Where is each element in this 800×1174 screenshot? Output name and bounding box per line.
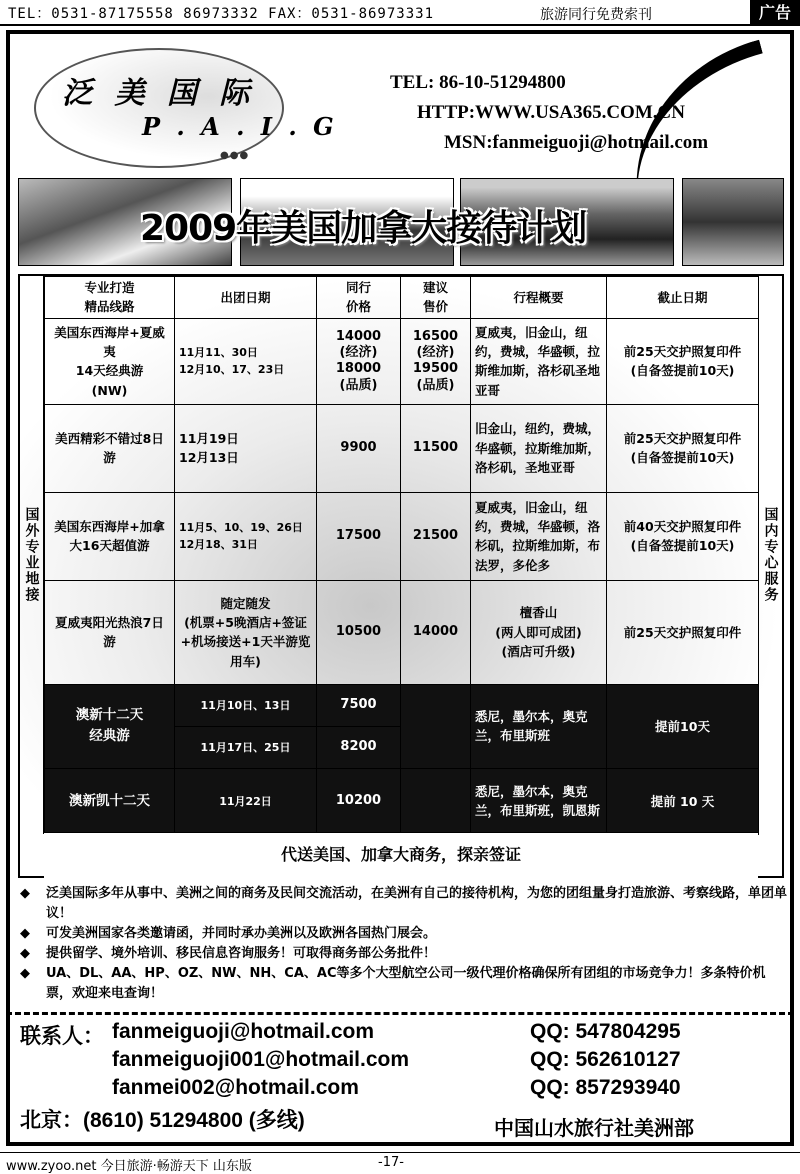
deadline-cell: 前40天交护照复印件 (自备签提前10天): [607, 492, 759, 580]
route-cell: 澳新凯十二天: [45, 768, 175, 834]
side-label-left: 国外专业地接: [20, 276, 44, 834]
retail-price-cell: 11500: [401, 404, 471, 492]
tour-table-wrap: [18, 274, 784, 878]
bullet-item: ◆ 可发美洲国家各类邀请函，并同时承办美洲以及欧洲各国热门展会。: [18, 924, 788, 944]
table-row-dark: [45, 684, 759, 726]
col-header-dates: 出团日期: [175, 277, 317, 319]
qq-number: QQ: 562610127: [530, 1048, 681, 1071]
side-label-right: 国内专心服务: [758, 276, 782, 834]
dates-cell: 11月19日 12月13日: [175, 404, 317, 492]
table-row-dark: [45, 768, 759, 834]
top-tel-fax: TEL：0531-87175558 86973332 FAX：0531-86973331: [8, 6, 435, 22]
email-link[interactable]: fanmeiguoji001@hotmail.com: [112, 1048, 410, 1071]
logo-dots-icon: ●●●: [220, 150, 250, 161]
deadline-cell: 前25天交护照复印件 (自备签提前10天): [607, 404, 759, 492]
retail-price-cell: [401, 684, 471, 768]
logo-en: P . A . I . G: [142, 112, 338, 141]
bullet-item: ◆ UA、DL、AA、HP、OZ、NW、NH、CA、AC等多个大型航空公司一级代理价格确保所有团组的市场竞争力！多条特价机票，欢迎来电查询！: [18, 964, 788, 1004]
itinerary-cell: 旧金山，纽约，费城，华盛顿，拉斯维加斯，洛杉矶，圣地亚哥: [471, 404, 607, 492]
dates-cell: 11月5、10、19、26日 12月18、31日: [175, 492, 317, 580]
qq-number: QQ: 547804295: [530, 1020, 681, 1043]
peer-price-cell: 10500: [317, 580, 401, 684]
header-tel: TEL: 86-10-51294800: [390, 72, 566, 93]
peer-price-cell: 10200: [317, 768, 401, 834]
table-row: [45, 404, 759, 492]
email-link[interactable]: fanmeiguoji@hotmail.com: [112, 1020, 374, 1043]
col-header-route: 专业打造 精品线路: [45, 277, 175, 319]
itinerary-cell: 夏威夷，旧金山，纽约，费城，华盛顿，拉斯维加斯，洛杉矶圣地亚哥: [471, 318, 607, 404]
header: [12, 38, 788, 168]
itinerary-cell: 悉尼，墨尔本，奥克兰，布里斯班: [471, 684, 607, 768]
bottom-bar: [0, 1152, 800, 1172]
peer-price-cell: 8200: [317, 726, 401, 768]
col-header-peer: 同行 价格: [317, 277, 401, 319]
dashed-divider: [6, 1012, 794, 1015]
peer-price-cell: 14000 (经济) 18000 (品质): [317, 318, 401, 404]
dates-cell: 11月11、30日 12月10、17、23日: [175, 318, 317, 404]
route-cell: 夏威夷阳光热浪7日游: [45, 580, 175, 684]
peer-price-cell: 9900: [317, 404, 401, 492]
ad-badge: 广告: [750, 0, 800, 26]
visa-service-line: 代送美国、加拿大商务，探亲签证: [44, 832, 758, 878]
site-label: www.zyoo.net 今日旅游·畅游天下 山东版: [6, 1159, 252, 1174]
deadline-cell: 前25天交护照复印件 (自备签提前10天): [607, 318, 759, 404]
route-cell: 美国东西海岸+夏威夷 14天经典游 (NW): [45, 318, 175, 404]
peer-price-cell: 7500: [317, 684, 401, 726]
publication-label: 旅游同行免费索刊: [540, 7, 652, 23]
col-header-deadline: 截止日期: [607, 277, 759, 319]
route-cell: 美西精彩不错过8日游: [45, 404, 175, 492]
dates-cell: 11月10日、13日: [175, 684, 317, 726]
logo-cn: 泛 美 国 际: [62, 76, 256, 111]
col-header-itinerary: 行程概要: [471, 277, 607, 319]
contact-label: 联系人：: [20, 1025, 104, 1048]
retail-price-cell: 14000: [401, 580, 471, 684]
qq-number: QQ: 857293940: [530, 1076, 681, 1099]
dates-cell: 11月22日: [175, 768, 317, 834]
itinerary-cell: 悉尼，墨尔本，奥克兰，布里斯班，凯恩斯: [471, 768, 607, 834]
beijing-phone: 北京：(8610) 51294800 (多线): [20, 1109, 305, 1132]
header-msn[interactable]: MSN:fanmeiguoji@hotmail.com: [444, 132, 709, 153]
dates-cell: 随定随发 (机票+5晚酒店+签证+机场接送+1天半游览用车): [175, 580, 317, 684]
email-link[interactable]: fanmei002@hotmail.com: [112, 1076, 359, 1099]
bullet-item: ◆ 泛美国际多年从事中、美洲之间的商务及民间交流活动，在美洲有自己的接待机构，为您的团组量身打造旅游、考察线路，单团单议！: [18, 884, 788, 924]
table-row: [45, 492, 759, 580]
peer-price-cell: 17500: [317, 492, 401, 580]
col-header-retail: 建议 售价: [401, 277, 471, 319]
tour-table: [44, 276, 759, 835]
table-row: [45, 580, 759, 684]
retail-price-cell: [401, 768, 471, 834]
photo-monument: [682, 178, 784, 266]
dates-cell: 11月17日、25日: [175, 726, 317, 768]
itinerary-cell: 夏威夷，旧金山，纽约，费城，华盛顿，洛杉矶，拉斯维加斯，布法罗，多伦多: [471, 492, 607, 580]
table-header-row: [45, 277, 759, 319]
retail-price-cell: 21500: [401, 492, 471, 580]
deadline-cell: 提前10天: [607, 684, 759, 768]
service-bullets: [18, 884, 788, 1004]
header-http[interactable]: HTTP:WWW.USA365.COM.CN: [417, 102, 685, 123]
bullet-item: ◆ 提供留学、境外培训、移民信息咨询服务！可取得商务部公务批件！: [18, 944, 788, 964]
retail-price-cell: 16500 (经济) 19500 (品质): [401, 318, 471, 404]
company-name: 中国山水旅行社美洲部: [494, 1118, 694, 1140]
table-row: [45, 318, 759, 404]
deadline-cell: 前25天交护照复印件: [607, 580, 759, 684]
route-cell: 美国东西海岸+加拿大16天超值游: [45, 492, 175, 580]
itinerary-cell: 檀香山 (两人即可成团) (酒店可升级): [471, 580, 607, 684]
route-cell: 澳新十二天 经典游: [45, 684, 175, 768]
page-title: 2009年美国加拿大接待计划: [140, 208, 587, 249]
deadline-cell: 提前 10 天: [607, 768, 759, 834]
page-number: -17-: [378, 1155, 404, 1170]
top-bar: [0, 0, 800, 26]
